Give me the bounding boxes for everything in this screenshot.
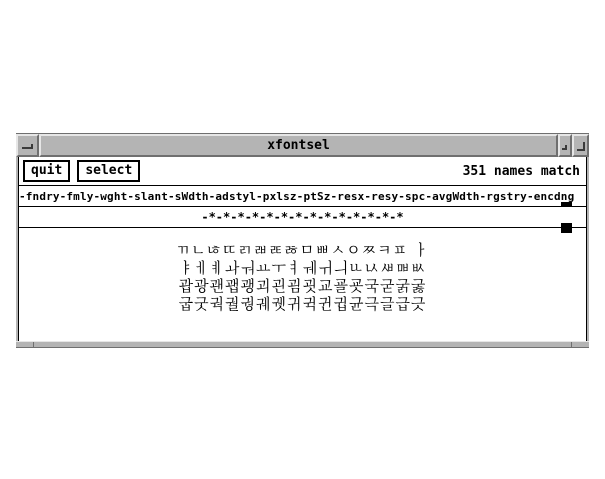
field-name-line[interactable]: -fndry-fmly-wght-slant-sWdth-adstyl-pxlsz-ptSz-resx-resy-spc-avgWdth-rgstry-encdng	[19, 189, 575, 203]
resize-notch	[33, 342, 34, 347]
toolbar	[19, 157, 586, 186]
current-font-name-row[interactable]	[19, 207, 586, 228]
maximize-button[interactable]	[572, 134, 589, 157]
resize-frame-bottom[interactable]	[16, 341, 589, 348]
names-match-count: 351 names match	[462, 163, 580, 179]
titlebar[interactable]	[16, 133, 589, 157]
xfontsel-window	[16, 133, 589, 348]
restore-button[interactable]	[558, 134, 572, 157]
restore-icon	[562, 145, 567, 150]
select-button[interactable]: select	[77, 160, 140, 182]
iconify-icon	[22, 144, 33, 149]
sample-text-line: 굽굿궉궐궝궤궷귀귁귄귑균극글급긋	[178, 295, 427, 313]
sample-text-line: 괍광괜괩괭괴괸굄굇교굘굣국굳굵굻	[178, 277, 427, 295]
font-name-pattern: -*-*-*-*-*-*-*-*-*-*-*-*-*-*	[201, 210, 404, 224]
sample-text-line: ㄲㄴㄶㄸㄺㄼㄾㅀㅁㅃㅅㅇㅉㅋㅍ ㅏ	[175, 241, 430, 259]
pane-grip-icon[interactable]	[561, 223, 572, 233]
field-name-menu-bar[interactable]	[19, 186, 586, 207]
titlebar-drag-area[interactable]	[39, 134, 558, 157]
sample-text-line: ㅑㅔㅖㅘㅝㅛㅜㅕㅞㅟㅢㅥㅧㅽㅮㅄ	[178, 259, 427, 277]
quit-button[interactable]: quit	[23, 160, 70, 182]
font-sample-area	[19, 228, 586, 339]
window-title: xfontsel	[267, 138, 330, 153]
iconify-button[interactable]	[16, 134, 39, 157]
client-area	[18, 157, 587, 341]
resize-notch	[571, 342, 572, 347]
maximize-icon	[577, 142, 585, 151]
